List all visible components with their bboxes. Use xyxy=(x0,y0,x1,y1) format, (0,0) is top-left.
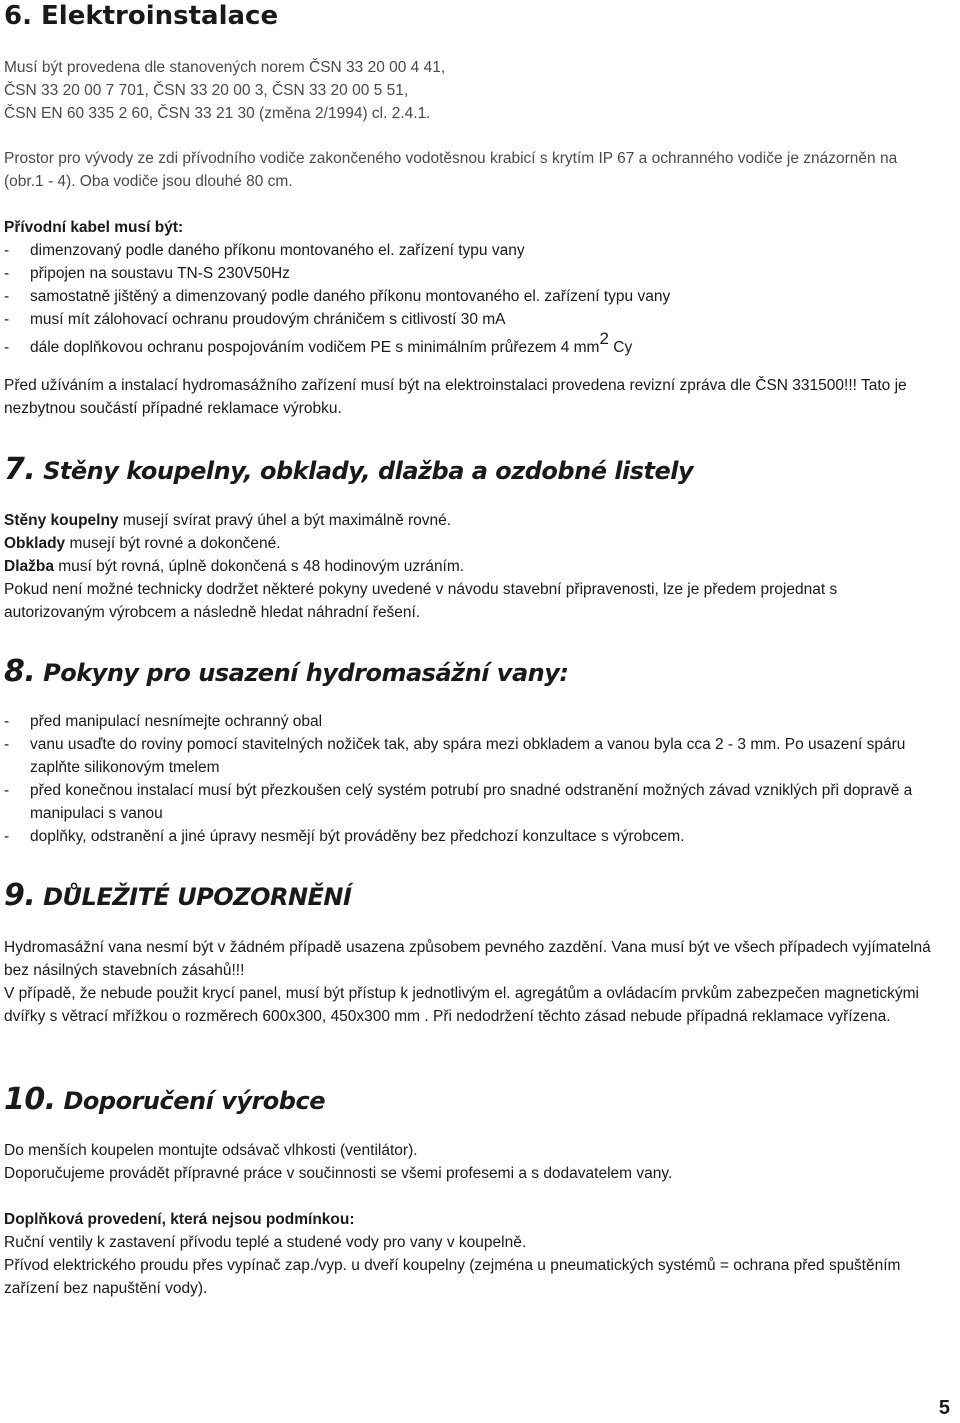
section-9-title xyxy=(4,880,351,913)
installation-steps-list xyxy=(4,710,940,848)
requirement-line xyxy=(4,555,940,578)
requirement-line xyxy=(4,509,940,532)
requirement-term: Dlažba xyxy=(4,558,54,575)
prostor-paragraph: Prostor pro vývody ze zdi přívodního vodiče zakončeného vodotěsnou krabicí s krytím IP 67 a ochranného vodiče je znázorněn na (obr.1 - 4). Oba vodiče jsou dlouhé 80 cm. xyxy=(4,150,898,190)
revize-paragraph: Před užíváním a instalací hydromasážního zařízení musí být na elektroinstalaci provedena revizní zpráva dle ČSN 331500!!! Tato je nezbytnou součástí případné reklamace výrobku. xyxy=(4,377,907,417)
optional-equipment xyxy=(4,1208,940,1300)
cable-requirements-list xyxy=(4,239,940,359)
list-item: - připojen na soustavu TN-S 230V50Hz xyxy=(4,262,940,285)
section-7-title xyxy=(4,454,693,487)
optional-line: Ruční ventily k zastavení přívodu teplé a studené vody pro vany v koupelně. xyxy=(4,1234,527,1251)
section-6-title: 6. Elektroinstalace xyxy=(4,1,279,31)
warning-paragraph: Hydromasážní vana nesmí být v žádném případě usazena způsobem pevného zazdění. Vana musí být ve všech případech vyjímatelná bez násilných stavebních zásahů!!! xyxy=(4,939,931,979)
optional-heading: Doplňková provedení, která nejsou podmínkou: xyxy=(4,1211,355,1228)
norm-line: Musí být provedena dle stanovených norem ČSN 33 20 00 4 41, xyxy=(4,59,446,76)
norm-list xyxy=(4,56,445,125)
optional-line: Přívod elektrického proudu přes vypínač zap./vyp. u dveří koupelny (zejména u pneumatických systémů = ochrana před spuštěním zařízení bez napuštění vody). xyxy=(4,1257,901,1297)
norm-line: ČSN EN 60 335 2 60, ČSN 33 21 30 (změna 2/1994) cl. 2.4.1. xyxy=(4,105,431,122)
list-item: - před manipulací nesnímejte ochranný obal xyxy=(4,710,940,733)
requirement-term: Stěny koupelny xyxy=(4,512,119,529)
section-title-text: Pokyny pro usazení hydromasážní vany: xyxy=(35,659,569,687)
norm-line: ČSN 33 20 00 7 701, ČSN 33 20 00 3, ČSN 33 20 00 5 51, xyxy=(4,82,409,99)
list-item-suffix: Cy xyxy=(608,339,633,356)
access-paragraph: V případě, že nebude použit krycí panel, musí být přístup k jednotlivým el. agregátům a ovládacím prvkům zabezpečen magnetickými dvířky s větrací mřížkou o rozměrech 600x300, 450x300 mm . Při nedodržení těchto zásad nebude případná reklamace vyřízena. xyxy=(4,985,919,1025)
requirement-text: musejí být rovné a dokončené. xyxy=(65,535,281,552)
requirement-text: musejí svírat pravý úhel a být maximálně rovné. xyxy=(118,512,452,529)
list-item: - vanu usaďte do roviny pomocí stavitelných nožiček tak, aby spára mezi obkladem a vanou byla cca 2 - 3 mm. Po usazení spáru zaplňte silikonovým tmelem xyxy=(4,733,940,779)
section-number: 9. xyxy=(4,878,36,913)
recommendation-line: Doporučujeme provádět přípravné práce v součinnosti se všemi profesemi a s dodavatelem vany. xyxy=(4,1165,673,1182)
section-7-body xyxy=(4,509,940,624)
requirement-line xyxy=(4,532,940,555)
requirement-term: Obklady xyxy=(4,535,66,552)
page-number: 5 xyxy=(938,1397,950,1419)
list-item: - před konečnou instalací musí být přezkoušen celý systém potrubí pro snadné odstranění možných závad vzniklých při dopravě a manipulaci s vanou xyxy=(4,779,940,825)
list-item: - samostatně jištěný a dimenzovaný podle daného příkonu montovaného el. zařízení typu vany xyxy=(4,285,940,308)
recommendation-line: Do menších koupelen montujte odsávač vlhkosti (ventilátor). xyxy=(4,1142,418,1159)
section-title-text: Doporučení výrobce xyxy=(55,1087,325,1115)
section-title-text: Stěny koupelny, obklady, dlažba a ozdobné listely xyxy=(35,457,694,485)
cable-heading: Přívodní kabel musí být: xyxy=(4,219,184,236)
section-10-title xyxy=(4,1084,325,1117)
requirement-text: musí být rovná, úplně dokončená s 48 hodinovým uzráním. xyxy=(53,558,465,575)
list-item: - dimenzovaný podle daného příkonu montovaného el. zařízení typu vany xyxy=(4,239,940,262)
list-item: - musí mít zálohovací ochranu proudovým chráničem s citlivostí 30 mA xyxy=(4,308,940,331)
section-7-note: Pokud není možné technicky dodržet některé pokyny uvedené v návodu stavební připravenosti, lze je předem projednat s autorizovaným výrobcem a následně hledat náhradní řešení. xyxy=(4,581,838,621)
superscript: 2 xyxy=(599,329,609,348)
section-10-body xyxy=(4,1139,940,1185)
section-8-title xyxy=(4,656,568,689)
section-9-body xyxy=(4,936,940,1028)
section-number: 10. xyxy=(4,1082,56,1117)
list-item-text: dále doplňkovou ochranu pospojováním vodičem PE s minimálním průřezem 4 mm xyxy=(30,339,600,356)
section-number: 8. xyxy=(4,654,36,689)
section-title-text: DŮLEŽITÉ UPOZORNĚNÍ xyxy=(35,883,352,911)
list-item xyxy=(4,329,940,359)
section-number: 7. xyxy=(4,452,36,487)
list-item: - doplňky, odstranění a jiné úpravy nesmějí být prováděny bez předchozí konzultace s výrobcem. xyxy=(4,825,940,848)
